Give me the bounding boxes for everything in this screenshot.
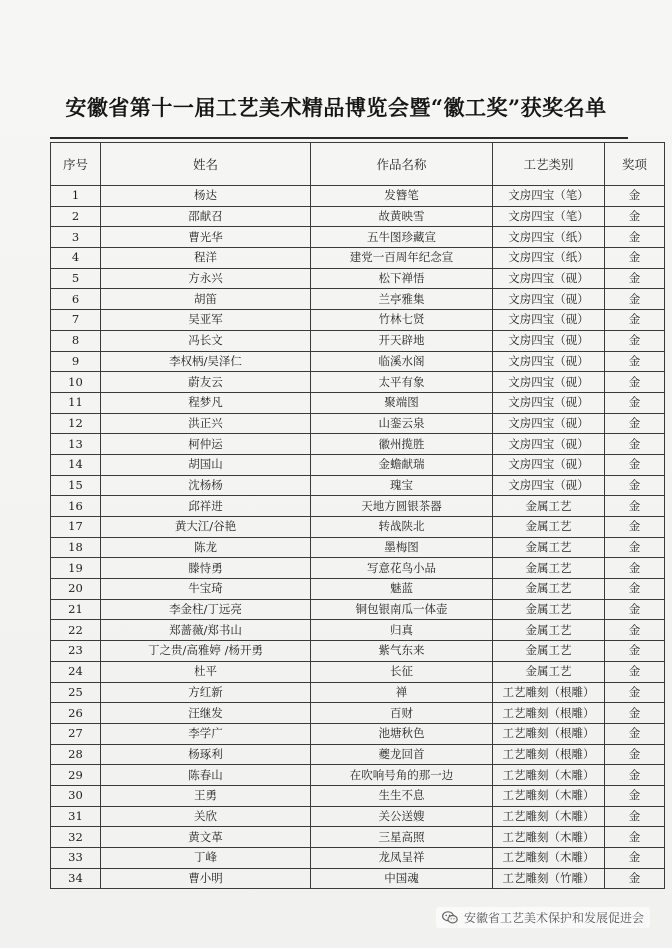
craft-category: 工艺雕刻（根雕）: [493, 744, 605, 765]
award-level: 金: [605, 434, 665, 455]
row-number: 12: [51, 413, 101, 434]
craft-category: 文房四宝（砚）: [493, 413, 605, 434]
work-title: 禅: [311, 682, 493, 703]
awardee-name: 程梦凡: [101, 392, 311, 413]
row-number: 33: [51, 848, 101, 869]
header-name: 姓名: [101, 143, 311, 186]
awardee-name: 胡国山: [101, 454, 311, 475]
craft-category: 工艺雕刻（根雕）: [493, 703, 605, 724]
row-number: 25: [51, 682, 101, 703]
row-number: 22: [51, 620, 101, 641]
header-work-title: 作品名称: [311, 143, 493, 186]
craft-category: 金属工艺: [493, 537, 605, 558]
document-title: 安徽省第十一届工艺美术精品博览会暨“徽工奖”获奖名单: [65, 95, 607, 120]
craft-category: 工艺雕刻（木雕）: [493, 827, 605, 848]
work-title: 建党一百周年纪念宣: [311, 248, 493, 269]
row-number: 9: [51, 351, 101, 372]
award-level: 金: [605, 310, 665, 331]
awardee-name: 邱祥进: [101, 496, 311, 517]
row-number: 18: [51, 537, 101, 558]
table-body: [51, 186, 665, 889]
award-level: 金: [605, 268, 665, 289]
header-number: 序号: [51, 143, 101, 186]
table-row: [51, 827, 665, 848]
table-row: [51, 703, 665, 724]
work-title: 五牛图珍藏宣: [311, 227, 493, 248]
craft-category: 文房四宝（砚）: [493, 454, 605, 475]
table-row: [51, 661, 665, 682]
award-level: 金: [605, 227, 665, 248]
craft-category: 金属工艺: [493, 599, 605, 620]
award-level: 金: [605, 454, 665, 475]
craft-category: 工艺雕刻（木雕）: [493, 848, 605, 869]
work-title: 天地方圆银茶器: [311, 496, 493, 517]
awardee-name: 李学广: [101, 723, 311, 744]
craft-category: 文房四宝（砚）: [493, 268, 605, 289]
awardee-name: 郑蔷薇/郑书山: [101, 620, 311, 641]
work-title: 归真: [311, 620, 493, 641]
wechat-icon: [442, 911, 458, 924]
work-title: 龙凤呈祥: [311, 848, 493, 869]
award-level: 金: [605, 620, 665, 641]
row-number: 17: [51, 517, 101, 538]
work-title: 临溪水阁: [311, 351, 493, 372]
work-title: 长征: [311, 661, 493, 682]
awardee-name: 黄文革: [101, 827, 311, 848]
craft-category: 工艺雕刻（木雕）: [493, 806, 605, 827]
craft-category: 文房四宝（砚）: [493, 289, 605, 310]
awardee-name: 方永兴: [101, 268, 311, 289]
craft-category: 工艺雕刻（木雕）: [493, 765, 605, 786]
table-row: [51, 517, 665, 538]
award-level: 金: [605, 537, 665, 558]
awardee-name: 杨琢利: [101, 744, 311, 765]
award-level: 金: [605, 186, 665, 207]
awardee-name: 蔚友云: [101, 372, 311, 393]
table-row: [51, 723, 665, 744]
craft-category: 文房四宝（砚）: [493, 310, 605, 331]
row-number: 23: [51, 641, 101, 662]
row-number: 16: [51, 496, 101, 517]
work-title: 夔龙回首: [311, 744, 493, 765]
row-number: 8: [51, 330, 101, 351]
row-number: 28: [51, 744, 101, 765]
award-level: 金: [605, 289, 665, 310]
table-row: [51, 496, 665, 517]
craft-category: 工艺雕刻（竹雕）: [493, 868, 605, 889]
table-row: [51, 599, 665, 620]
awardee-name: 陈龙: [101, 537, 311, 558]
row-number: 32: [51, 827, 101, 848]
awardee-name: 李金柱/丁远亮: [101, 599, 311, 620]
craft-category: 文房四宝（砚）: [493, 392, 605, 413]
work-title: 开天辟地: [311, 330, 493, 351]
craft-category: 金属工艺: [493, 496, 605, 517]
craft-category: 工艺雕刻（木雕）: [493, 785, 605, 806]
table-row: [51, 682, 665, 703]
row-number: 27: [51, 723, 101, 744]
table-row: [51, 765, 665, 786]
awardee-name: 陈春山: [101, 765, 311, 786]
row-number: 1: [51, 186, 101, 207]
table-row: [51, 579, 665, 600]
award-level: 金: [605, 206, 665, 227]
watermark-text: 安徽省工艺美术保护和发展促进会: [463, 911, 644, 925]
awardee-name: 吴亚军: [101, 310, 311, 331]
award-level: 金: [605, 579, 665, 600]
row-number: 19: [51, 558, 101, 579]
award-level: 金: [605, 330, 665, 351]
row-number: 2: [51, 206, 101, 227]
work-title: 兰亭雅集: [311, 289, 493, 310]
awardee-name: 关欣: [101, 806, 311, 827]
craft-category: 金属工艺: [493, 558, 605, 579]
awardee-name: 杨达: [101, 186, 311, 207]
award-level: 金: [605, 827, 665, 848]
row-number: 4: [51, 248, 101, 269]
table-row: [51, 785, 665, 806]
row-number: 13: [51, 434, 101, 455]
row-number: 20: [51, 579, 101, 600]
awardee-name: 丁峰: [101, 848, 311, 869]
awardee-name: 曹光华: [101, 227, 311, 248]
award-level: 金: [605, 351, 665, 372]
craft-category: 文房四宝（纸）: [493, 248, 605, 269]
table-row: [51, 868, 665, 889]
craft-category: 文房四宝（纸）: [493, 227, 605, 248]
award-level: 金: [605, 723, 665, 744]
award-level: 金: [605, 248, 665, 269]
table-row: [51, 806, 665, 827]
craft-category: 文房四宝（笔）: [493, 186, 605, 207]
work-title: 竹林七贤: [311, 310, 493, 331]
awardee-name: 王勇: [101, 785, 311, 806]
table-row: [51, 289, 665, 310]
awardee-name: 黄大江/谷艳: [101, 517, 311, 538]
row-number: 31: [51, 806, 101, 827]
award-level: 金: [605, 806, 665, 827]
row-number: 34: [51, 868, 101, 889]
table-row: [51, 620, 665, 641]
work-title: 关公送嫂: [311, 806, 493, 827]
award-level: 金: [605, 848, 665, 869]
table-row: [51, 475, 665, 496]
craft-category: 工艺雕刻（根雕）: [493, 682, 605, 703]
work-title: 三星高照: [311, 827, 493, 848]
table-row: [51, 413, 665, 434]
work-title: 徽州揽胜: [311, 434, 493, 455]
awardee-name: 牛宝琦: [101, 579, 311, 600]
table-row: [51, 372, 665, 393]
row-number: 29: [51, 765, 101, 786]
table-row: [51, 227, 665, 248]
award-level: 金: [605, 413, 665, 434]
header-award: 奖项: [605, 143, 665, 186]
award-level: 金: [605, 475, 665, 496]
table-row: [51, 558, 665, 579]
header-craft-category: 工艺类别: [493, 143, 605, 186]
table-row: [51, 537, 665, 558]
craft-category: 文房四宝（砚）: [493, 351, 605, 372]
award-level: 金: [605, 785, 665, 806]
table-row: [51, 454, 665, 475]
table-row: [51, 744, 665, 765]
work-title: 墨梅图: [311, 537, 493, 558]
work-title: 中国魂: [311, 868, 493, 889]
craft-category: 文房四宝（砚）: [493, 372, 605, 393]
awardee-name: 丁之贵/高雅婷 /杨开勇: [101, 641, 311, 662]
table-row: [51, 392, 665, 413]
awardee-name: 邵献召: [101, 206, 311, 227]
award-level: 金: [605, 661, 665, 682]
row-number: 26: [51, 703, 101, 724]
award-level: 金: [605, 517, 665, 538]
table-row: [51, 268, 665, 289]
table-row: [51, 434, 665, 455]
table-row: [51, 641, 665, 662]
work-title: 在吹响号角的那一边: [311, 765, 493, 786]
craft-category: 金属工艺: [493, 620, 605, 641]
awardee-name: 方红新: [101, 682, 311, 703]
table-row: [51, 848, 665, 869]
row-number: 21: [51, 599, 101, 620]
awardee-name: 沈杨杨: [101, 475, 311, 496]
work-title: 紫气东来: [311, 641, 493, 662]
row-number: 30: [51, 785, 101, 806]
craft-category: 金属工艺: [493, 641, 605, 662]
award-level: 金: [605, 496, 665, 517]
row-number: 11: [51, 392, 101, 413]
table-header-row: [51, 143, 665, 186]
table-row: [51, 206, 665, 227]
title-underline: [50, 137, 628, 139]
awardee-name: 杜平: [101, 661, 311, 682]
work-title: 太平有象: [311, 372, 493, 393]
work-title: 山銮云泉: [311, 413, 493, 434]
work-title: 故黄映雪: [311, 206, 493, 227]
work-title: 铜包银南瓜一体壶: [311, 599, 493, 620]
work-title: 魅蓝: [311, 579, 493, 600]
work-title: 金蟾献瑞: [311, 454, 493, 475]
row-number: 3: [51, 227, 101, 248]
work-title: 发簪笔: [311, 186, 493, 207]
craft-category: 金属工艺: [493, 517, 605, 538]
awardee-name: 汪继发: [101, 703, 311, 724]
award-level: 金: [605, 868, 665, 889]
table-row: [51, 310, 665, 331]
row-number: 14: [51, 454, 101, 475]
craft-category: 文房四宝（砚）: [493, 330, 605, 351]
work-title: 瑰宝: [311, 475, 493, 496]
work-title: 转战陕北: [311, 517, 493, 538]
award-level: 金: [605, 372, 665, 393]
craft-category: 金属工艺: [493, 579, 605, 600]
work-title: 池塘秋色: [311, 723, 493, 744]
awardee-name: 李权柄/吴泽仁: [101, 351, 311, 372]
row-number: 10: [51, 372, 101, 393]
watermark: [436, 907, 650, 928]
row-number: 24: [51, 661, 101, 682]
awardee-name: 程洋: [101, 248, 311, 269]
award-table: [50, 142, 665, 889]
award-level: 金: [605, 599, 665, 620]
awardee-name: 滕恃勇: [101, 558, 311, 579]
table-row: [51, 248, 665, 269]
row-number: 6: [51, 289, 101, 310]
awardee-name: 胡笛: [101, 289, 311, 310]
craft-category: 金属工艺: [493, 661, 605, 682]
craft-category: 文房四宝（砚）: [493, 475, 605, 496]
award-level: 金: [605, 765, 665, 786]
award-level: 金: [605, 703, 665, 724]
row-number: 5: [51, 268, 101, 289]
work-title: 百财: [311, 703, 493, 724]
award-level: 金: [605, 682, 665, 703]
awardee-name: 冯长文: [101, 330, 311, 351]
table-row: [51, 351, 665, 372]
row-number: 7: [51, 310, 101, 331]
craft-category: 工艺雕刻（根雕）: [493, 723, 605, 744]
work-title: 聚端图: [311, 392, 493, 413]
table-row: [51, 186, 665, 207]
work-title: 写意花鸟小品: [311, 558, 493, 579]
awardee-name: 洪正兴: [101, 413, 311, 434]
craft-category: 文房四宝（砚）: [493, 434, 605, 455]
row-number: 15: [51, 475, 101, 496]
work-title: 生生不息: [311, 785, 493, 806]
award-level: 金: [605, 641, 665, 662]
award-level: 金: [605, 744, 665, 765]
award-level: 金: [605, 392, 665, 413]
awardee-name: 曹小明: [101, 868, 311, 889]
award-level: 金: [605, 558, 665, 579]
awardee-name: 柯仲运: [101, 434, 311, 455]
table-row: [51, 330, 665, 351]
work-title: 松下禅悟: [311, 268, 493, 289]
craft-category: 文房四宝（笔）: [493, 206, 605, 227]
